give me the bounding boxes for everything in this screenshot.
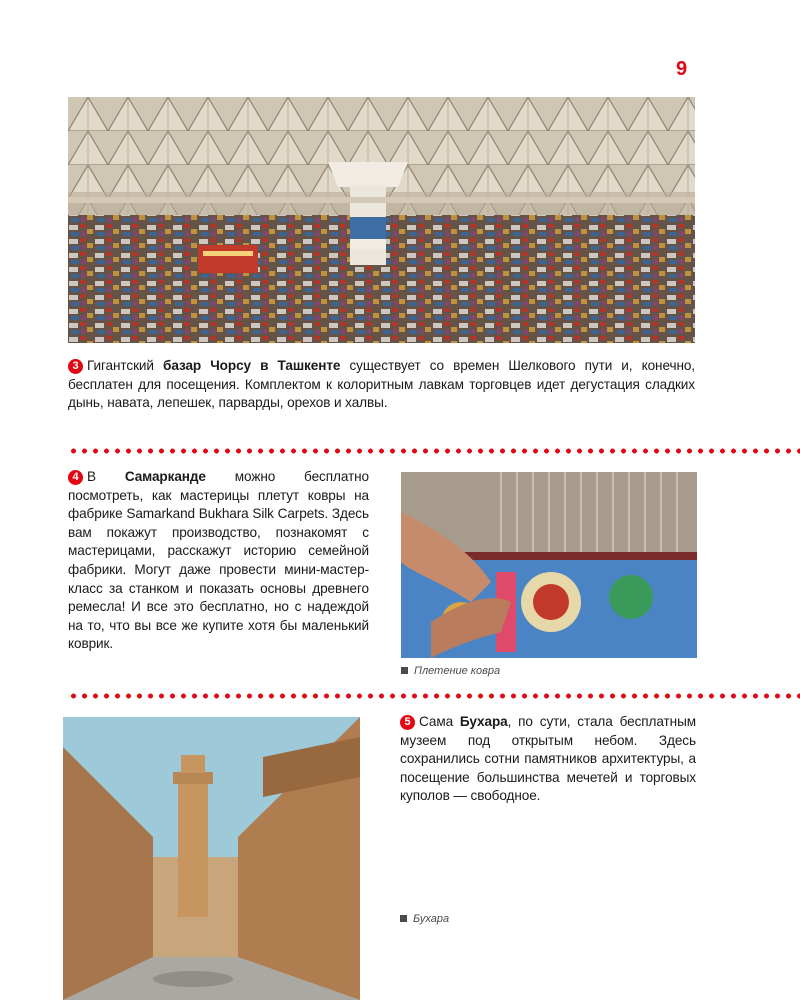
badge-3: 3	[68, 359, 83, 374]
caption-square-icon	[401, 667, 408, 674]
bukhara-photo	[63, 717, 360, 1000]
badge-4: 4	[68, 470, 83, 485]
carpet-caption: Плетение ковра	[401, 665, 500, 677]
badge-5: 5	[400, 715, 415, 730]
bazaar-highlight: базар Чорсу в Ташкенте	[163, 358, 341, 373]
section-4-paragraph: 4 В Самарканде можно бесплатно посмотреть, как мастерицы плетут ковры на фабрике Samarkand Bukhara Silk Carpets. Здесь вам покажут производство, познакомят с мастерицами, расскажут историю семейной фабрики. Могут даже провести мини-мастер-класс за станком и показать основы древнего ремесла! И все это бесплатно, но с надеждой на то, что вы все же купите хотя бы маленький коврик.	[68, 469, 369, 652]
samarkand-highlight: Самарканде	[124, 469, 206, 484]
bazaar-photo	[68, 97, 695, 343]
caption-square-icon-2	[400, 915, 407, 922]
bukhara-caption: Бухара	[400, 913, 449, 925]
carpet-weaving-photo	[401, 472, 697, 658]
section-3-paragraph: 3 Гигантский базар Чорсу в Ташкенте существует со времен Шелкового пути и, конечно, бесплатен для посещения. Комплектом к колоритным лавкам торговцев идет дегустация сладких дынь, навата, лепешек, парварды, орехов и халвы.	[68, 358, 695, 411]
dotted-divider	[68, 448, 800, 454]
page-number: 9	[676, 58, 688, 80]
section-5-paragraph: 5 Сама Бухара, по сути, стала бесплатным музеем под открытым небом. Здесь сохранились сотни памятников архитектуры, а посещение большинства мечетей и торговых куполов — свободное.	[400, 714, 696, 804]
bukhara-highlight: Бухара	[459, 714, 508, 729]
dotted-divider-2	[68, 693, 800, 699]
